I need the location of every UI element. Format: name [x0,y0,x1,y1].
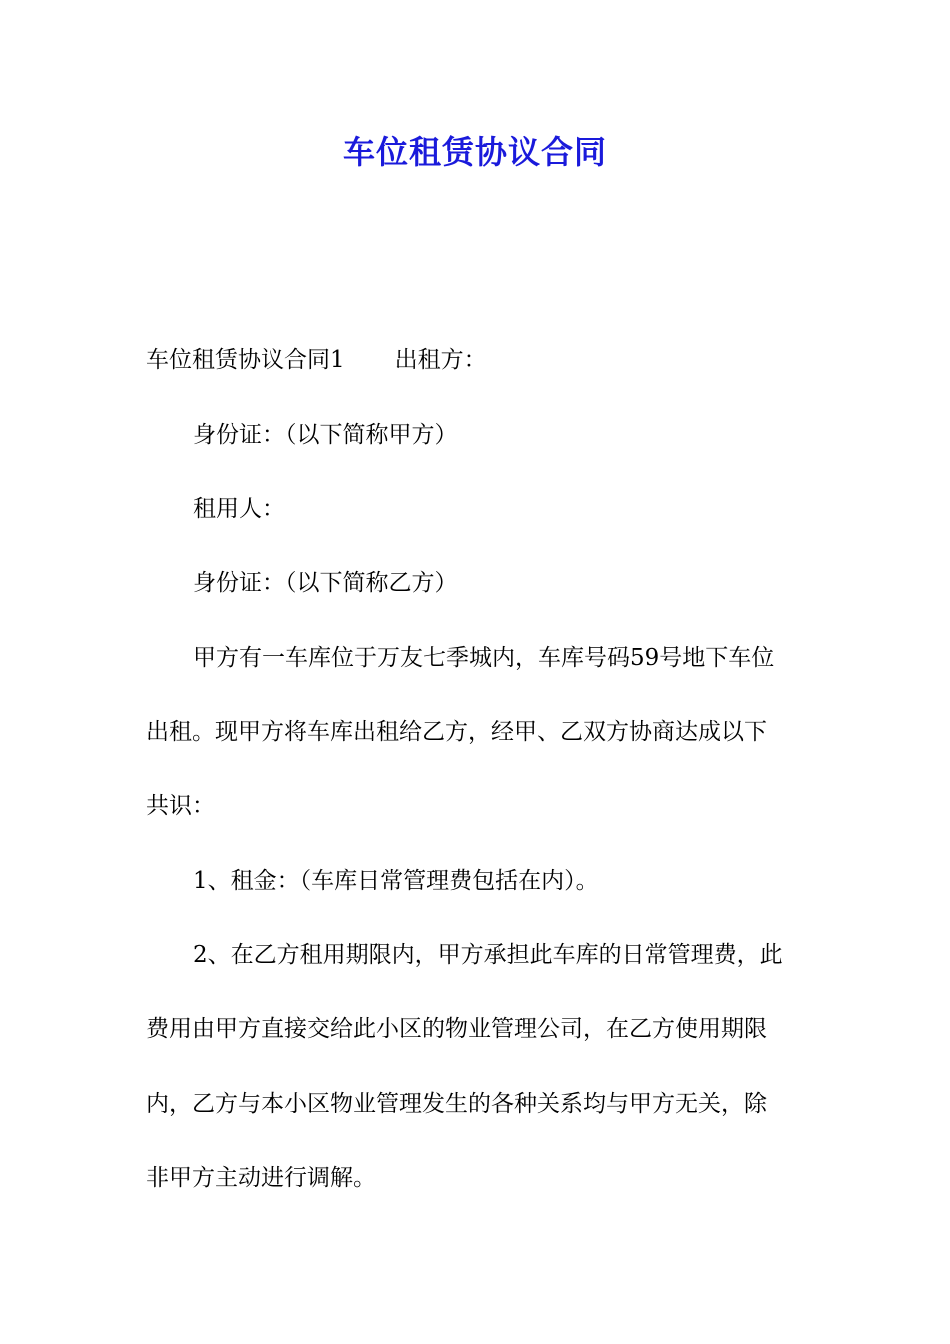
lessor-id-line: 身份证：（以下简称甲方） [193,422,458,448]
paragraph-1-line-1: 甲方有一车库位于万友七季城内，车库号码59号地下车位 [193,645,775,671]
lessee-id-line: 身份证：（以下简称乙方） [193,570,458,596]
paragraph-1-line-3: 共识： [146,793,215,819]
paragraph-1-line-2: 出租。现甲方将车库出租给乙方，经甲、乙双方协商达成以下 [146,719,767,745]
clause-2-line-3: 内，乙方与本小区物业管理发生的各种关系均与甲方无关，除 [146,1091,767,1117]
contract-heading: 车位租赁协议合同1 [146,347,345,373]
clause-2-line-1: 2、在乙方租用期限内，甲方承担此车库的日常管理费，此 [193,942,783,968]
lessor-label: 出租方： [394,347,487,373]
clause-1: 1、租金：（车库日常管理费包括在内）。 [193,868,599,894]
lessee-line: 租用人： [193,496,285,522]
document-title: 车位租赁协议合同 [342,133,607,171]
clause-2-line-4: 非甲方主动进行调解。 [146,1165,376,1191]
clause-2-line-2: 费用由甲方直接交给此小区的物业管理公司，在乙方使用期限 [146,1016,767,1042]
intro-line [146,343,487,377]
